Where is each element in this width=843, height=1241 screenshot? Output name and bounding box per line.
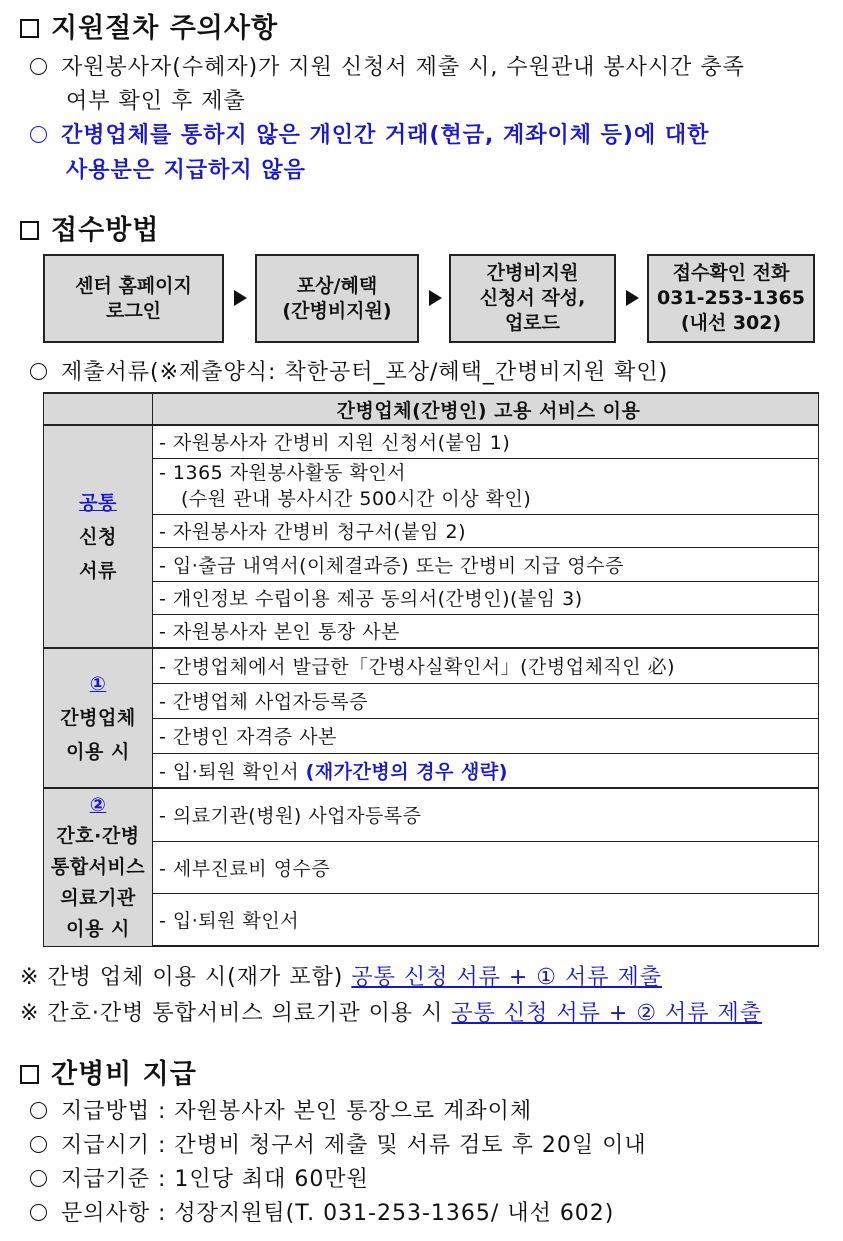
payment-item: 지급기준 : 1인당 최대 60만원	[30, 1162, 369, 1193]
step-box-application: 간병비지원 신청서 작성, 업로드	[449, 254, 616, 343]
table-row	[44, 753, 819, 788]
arrow-right-icon	[626, 290, 639, 306]
doc-item: - 입·출금 내역서(이체결과증) 또는 간병비 지급 영수증	[153, 547, 819, 581]
step-box-confirm-call: 접수확인 전화 031-253-1365 (내선 302)	[647, 254, 815, 343]
table-row	[44, 648, 819, 683]
procedure-item-2: 간병업체를 통하지 않은 개인간 거래(현금, 계좌이체 등)에 대한	[30, 118, 709, 149]
doc-item: - 자원봉사자 본인 통장 사본	[153, 614, 819, 648]
documents-table	[43, 392, 819, 947]
circle-bullet-icon	[30, 1204, 47, 1221]
note-2: ※ 간호·간병 통합서비스 의료기관 이용 시 공통 신청 서류 + ② 서류 제출	[20, 1001, 763, 1026]
arrow-right-icon	[429, 290, 442, 306]
group-2-mark: ②	[89, 793, 107, 816]
step-box-reward: 포상/혜택 (간병비지원)	[255, 254, 419, 343]
section-title-receipt: 접수방법	[20, 208, 159, 247]
arrow-right-icon	[234, 290, 247, 306]
circle-bullet-icon	[30, 1102, 47, 1119]
payment-item: 지급시기 : 간병비 청구서 제출 및 서류 검토 후 20일 이내	[30, 1128, 647, 1159]
circle-bullet-icon	[30, 58, 47, 75]
doc-item: - 개인정보 수립이용 제공 동의서(간병인)(붙임 3)	[153, 581, 819, 614]
table-row	[44, 683, 819, 718]
doc-item: - 입·퇴원 확인서	[153, 893, 819, 946]
table-header: 간병업체(간병인) 고용 서비스 이용	[153, 393, 819, 425]
step-box-login: 센터 홈페이지 로그인	[43, 254, 224, 343]
note-1: ※ 간병 업체 이용 시(재가 포함) 공통 신청 서류 + ① 서류 제출	[20, 965, 662, 990]
square-bullet-icon	[20, 221, 39, 240]
group-common-mark: 공통	[79, 491, 117, 514]
table-row	[44, 514, 819, 547]
doc-item: - 입·퇴원 확인서 (재가간병의 경우 생략)	[153, 753, 819, 788]
circle-bullet-icon	[30, 126, 47, 143]
doc-item: - 1365 자원봉사활동 확인서 (수원 관내 봉사시간 500시간 이상 확인)	[153, 458, 819, 514]
table-row	[44, 788, 819, 841]
table-header-corner	[44, 393, 153, 425]
section-title-payment: 간병비 지급	[20, 1052, 197, 1091]
table-row	[44, 614, 819, 648]
doc-item: - 간병업체 사업자등록증	[153, 683, 819, 718]
table-header-row	[44, 393, 819, 425]
doc-item: - 간병인 자격증 사본	[153, 718, 819, 753]
table-row	[44, 425, 819, 458]
note-1-link: 공통 신청 서류 + ① 서류 제출	[351, 965, 662, 990]
doc-item: - 의료기관(병원) 사업자등록증	[153, 788, 819, 841]
doc-item: - 자원봉사자 간병비 청구서(붙임 2)	[153, 514, 819, 547]
square-bullet-icon	[20, 1065, 39, 1084]
doc-item: - 세부진료비 영수증	[153, 841, 819, 893]
group-common: 공통 신청 서류	[44, 425, 153, 648]
procedure-item-1-cont: 여부 확인 후 제출	[66, 89, 246, 114]
group-1-mark: ①	[89, 673, 107, 695]
procedure-item-1: 자원봉사자(수혜자)가 지원 신청서 제출 시, 수원관내 봉사시간 충족	[30, 50, 745, 81]
table-row	[44, 458, 819, 514]
doc-item: - 자원봉사자 간병비 지원 신청서(붙임 1)	[153, 425, 819, 458]
table-row	[44, 547, 819, 581]
table-row	[44, 893, 819, 946]
procedure-item-2-cont: 사용분은 지급하지 않음	[66, 158, 306, 183]
group-caregiver-company: ① 간병업체 이용 시	[44, 648, 153, 788]
circle-bullet-icon	[30, 1170, 47, 1187]
table-row	[44, 841, 819, 893]
payment-item: 문의사항 : 성장지원팀(T. 031-253-1365/ 내선 602)	[30, 1196, 614, 1227]
table-row	[44, 718, 819, 753]
table-row	[44, 581, 819, 614]
section-title-procedure: 지원절차 주의사항	[20, 6, 278, 45]
doc-item: - 간병업체에서 발급한「간병사실확인서」(간병업체직인 必)	[153, 648, 819, 683]
note-2-link: 공통 신청 서류 + ② 서류 제출	[451, 1001, 763, 1026]
circle-bullet-icon	[30, 363, 47, 380]
group-integrated-nursing: ② 간호·간병 통합서비스 의료기관 이용 시	[44, 788, 153, 946]
payment-item: 지급방법 : 자원봉사자 본인 통장으로 계좌이체	[30, 1094, 532, 1125]
square-bullet-icon	[20, 19, 39, 38]
submit-docs-line: 제출서류(※제출양식: 착한공터_포상/혜택_간병비지원 확인)	[30, 355, 668, 386]
circle-bullet-icon	[30, 1136, 47, 1153]
